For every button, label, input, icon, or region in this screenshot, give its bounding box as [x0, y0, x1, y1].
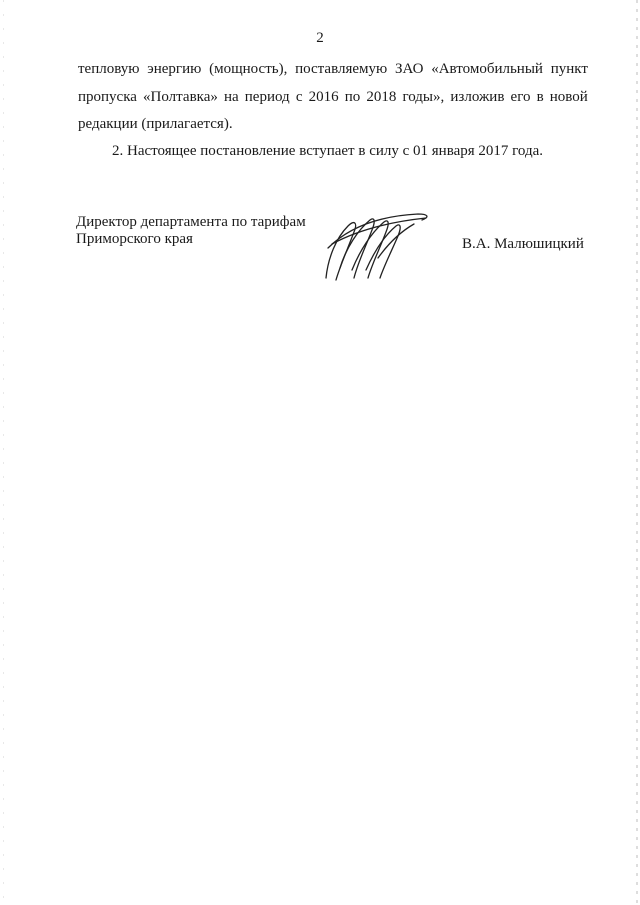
- word: изложив: [450, 89, 505, 105]
- word: в: [536, 89, 544, 105]
- word: «Полтавка»: [143, 89, 218, 105]
- word: с: [295, 89, 303, 105]
- signatory-name: В.А. Малюшицкий: [462, 236, 584, 252]
- word: энергию: [147, 61, 202, 77]
- signatory-title-line-1: Директор департамента по тарифам: [76, 214, 306, 230]
- word: пропуска: [78, 89, 137, 105]
- word: тепловую: [78, 61, 140, 77]
- paragraph-line-1: [78, 61, 588, 78]
- word: 2016: [308, 89, 339, 105]
- word: по: [344, 89, 361, 105]
- word: пункт: [550, 61, 588, 77]
- word: на: [223, 89, 239, 105]
- item-2-text: 2. Настоящее постановление вступает в силу с 01 января 2017 года.: [112, 143, 544, 159]
- scan-edge-left: [3, 0, 4, 905]
- paragraph-line-2: [78, 89, 588, 106]
- handwritten-signature: [318, 208, 433, 286]
- word: «Автомобильный: [431, 61, 543, 77]
- word: период: [244, 89, 290, 105]
- paragraph-line-3: редакции (прилагается).: [78, 116, 233, 132]
- word: новой: [549, 89, 588, 105]
- word: (мощность),: [209, 61, 288, 77]
- scan-edge-right: [636, 0, 638, 905]
- word: 2018: [366, 89, 397, 105]
- word: его: [510, 89, 531, 105]
- word: годы»,: [402, 89, 445, 105]
- word: поставляемую: [295, 61, 388, 77]
- signatory-title: [76, 214, 306, 248]
- signatory-title-line-2: Приморского края: [76, 231, 193, 247]
- word: ЗАО: [395, 61, 424, 77]
- page-number: 2: [316, 30, 324, 46]
